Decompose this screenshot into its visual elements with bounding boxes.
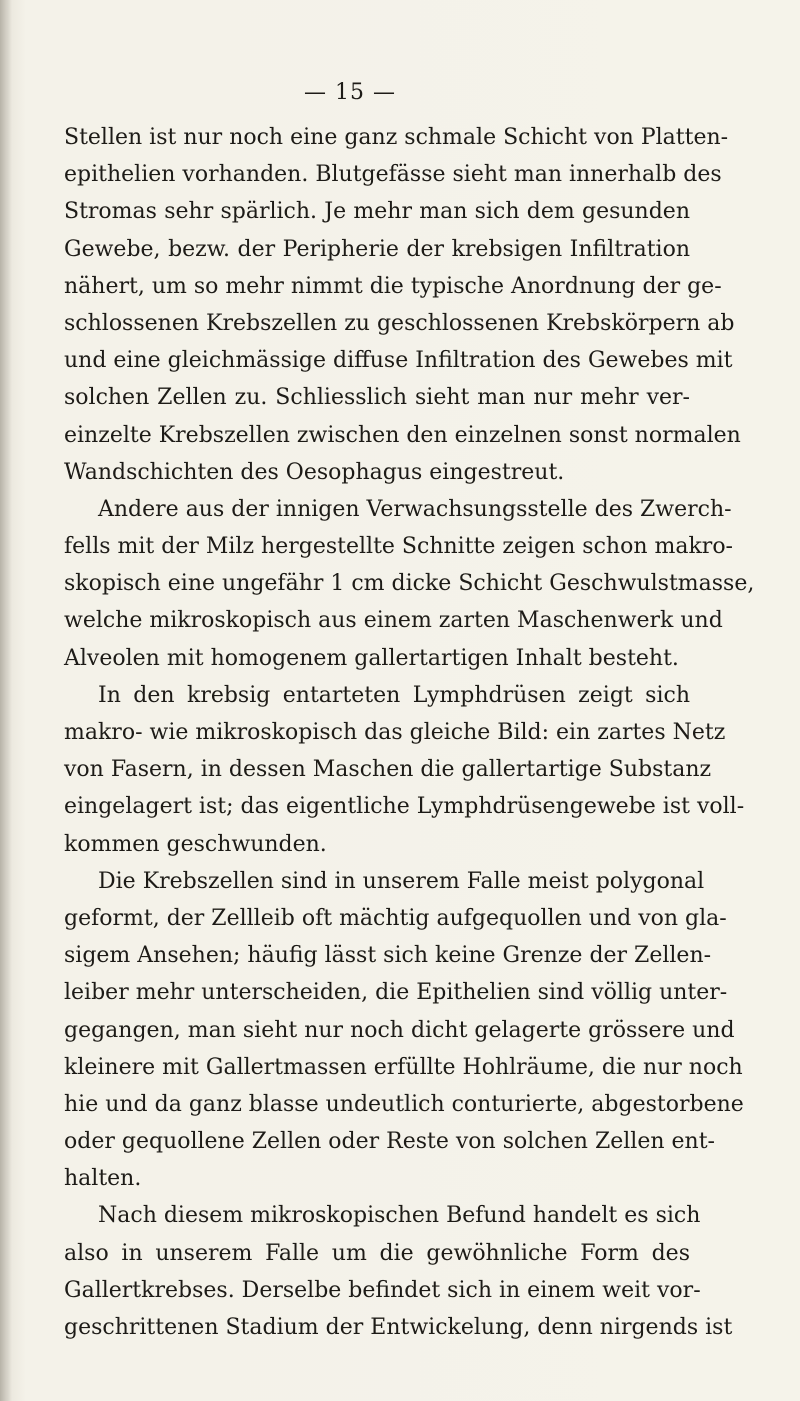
text-line: Nach diesem mikroskopischen Befund handelt es sich: [98, 1203, 701, 1229]
page-number: — 15 —: [304, 80, 396, 105]
text-line: Gewebe, bezw. der Peripherie der krebsigen Infiltration: [64, 236, 690, 262]
body-text: [64, 119, 755, 1346]
page-binding-edge: [0, 0, 12, 1401]
text-line: also in unserem Falle um die gewöhnliche Form des: [64, 1240, 690, 1266]
text-line: kommen geschwunden.: [64, 831, 327, 857]
text-line: makro- wie mikroskopisch das gleiche Bild: ein zartes Netz: [64, 720, 726, 745]
text-line: leiber mehr unterscheiden, die Epithelien sind völlig unter-: [64, 980, 728, 1006]
text-line: Stromas sehr spärlich. Je mehr man sich dem gesunden: [64, 199, 690, 225]
text-line: von Fasern, in dessen Maschen die gallertartige Substanz: [64, 757, 712, 783]
text-line: kleinere mit Gallertmassen erfüllte Hohlräume, die nur noch: [64, 1054, 743, 1080]
text-line: einzelte Krebszellen zwischen den einzelnen sonst normalen: [64, 422, 741, 448]
text-line: skopisch eine ungefähr 1 cm dicke Schicht Geschwulstmasse,: [64, 571, 755, 597]
text-line: eingelagert ist; das eigentliche Lymphdrüsengewebe ist voll-: [64, 794, 745, 820]
text-line: sigem Ansehen; häufig lässt sich keine Grenze der Zellen-: [64, 943, 712, 969]
text-line: Die Krebszellen sind in unserem Falle meist polygonal: [98, 868, 705, 894]
text-line: In den krebsig entarteten Lymphdrüsen zeigt sich: [98, 682, 690, 708]
text-line: geschrittenen Stadium der Entwickelung, denn nirgends ist: [64, 1315, 733, 1340]
text-line: geformt, der Zellleib oft mächtig aufgequollen und von gla-: [64, 905, 727, 931]
text-line: solchen Zellen zu. Schliesslich sieht man nur mehr ver-: [64, 385, 690, 411]
text-line: gegangen, man sieht nur noch dicht gelagerte grössere und: [64, 1017, 735, 1043]
text-line: halten.: [64, 1166, 142, 1192]
text-line: fells mit der Milz hergestellte Schnitte zeigen schon makro-: [64, 534, 733, 560]
text-line: hie und da ganz blasse undeutlich conturierte, abgestorbene: [64, 1091, 744, 1117]
text-line: Andere aus der innigen Verwachsungsstelle des Zwerch-: [98, 496, 732, 522]
text-line: nähert, um so mehr nimmt die typische Anordnung der ge-: [64, 273, 722, 299]
text-line: Stellen ist nur noch eine ganz schmale Schicht von Platten-: [64, 125, 729, 150]
text-line: Wandschichten des Oesophagus eingestreut.: [64, 459, 565, 485]
text-line: Gallertkrebses. Derselbe befindet sich in einem weit vor-: [64, 1277, 701, 1303]
text-line: und eine gleichmässige diffuse Infiltration des Gewebes mit: [64, 348, 733, 374]
text-line: welche mikroskopisch aus einem zarten Maschenwerk und: [64, 608, 723, 634]
text-line: oder gequollene Zellen oder Reste von solchen Zellen ent-: [64, 1129, 715, 1155]
text-line: Alveolen mit homogenem gallertartigen Inhalt besteht.: [64, 645, 679, 671]
text-line: schlossenen Krebszellen zu geschlossenen Krebskörpern ab: [64, 310, 735, 336]
text-line: epithelien vorhanden. Blutgefässe sieht man innerhalb des: [64, 162, 722, 188]
